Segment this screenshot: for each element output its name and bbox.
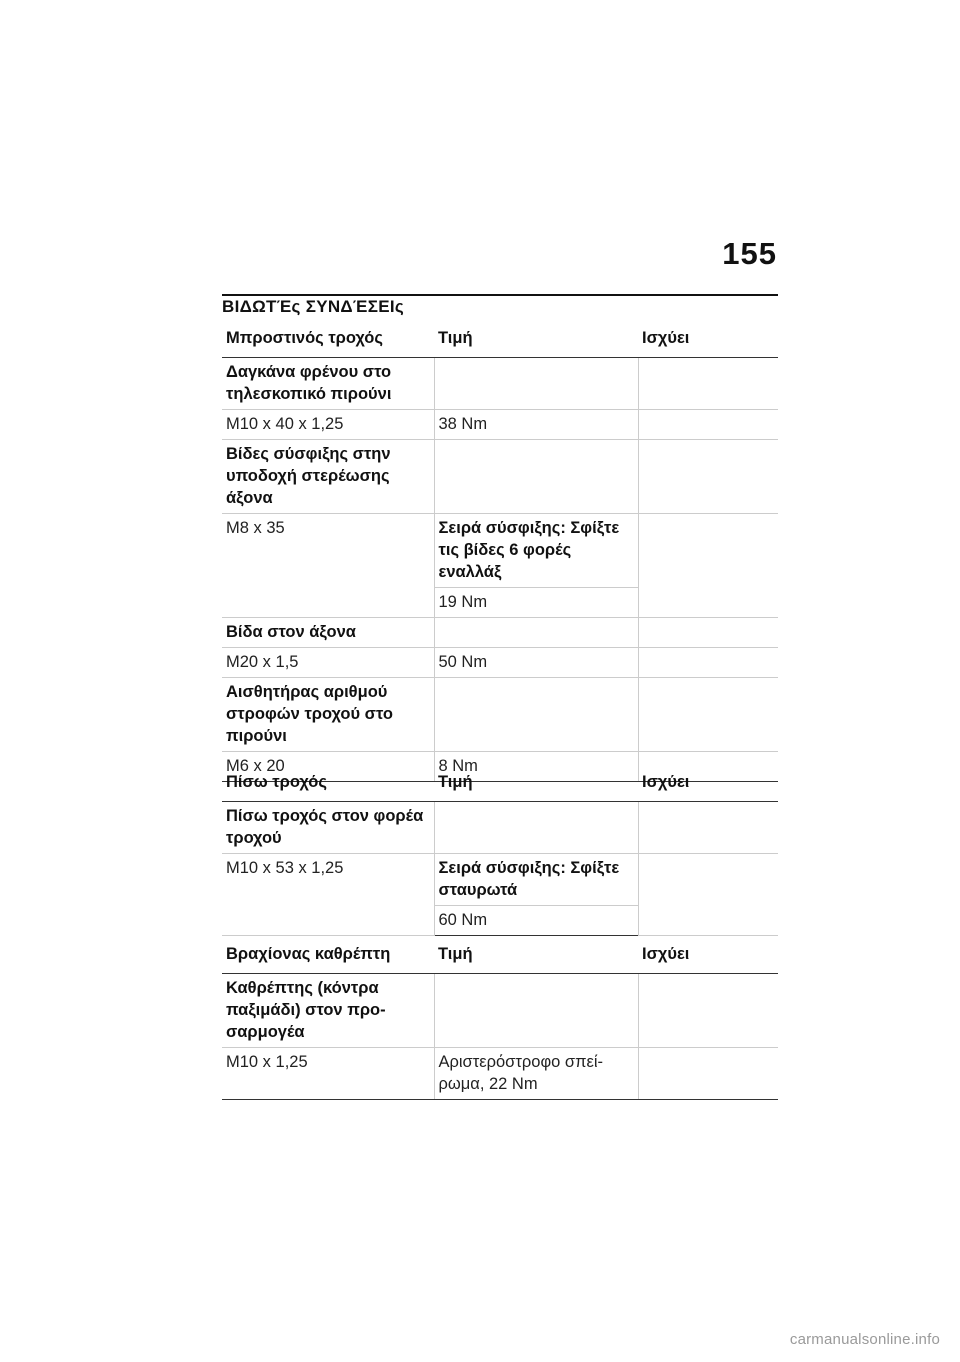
header-applies: Ισχύει xyxy=(638,757,778,802)
header-value: Τιμή xyxy=(434,929,638,974)
table-row xyxy=(222,974,778,1048)
applies-cell xyxy=(638,802,778,854)
table-header-row xyxy=(222,757,778,802)
torque-value: 8 Nm xyxy=(434,752,638,782)
component-name: Αισθητήρας αριθμού στροφών τροχού στο πιρούνι xyxy=(222,678,434,752)
applies-cell xyxy=(638,514,778,618)
thread-spec: M6 x 20 xyxy=(222,752,434,782)
value-cell xyxy=(434,678,638,752)
header-component: Πίσω τροχός xyxy=(222,757,434,802)
table-row xyxy=(222,410,778,440)
torque-value: Αριστερόστροφο σπεί-ρωμα, 22 Nm xyxy=(434,1048,638,1100)
component-name: Πίσω τροχός στον φορέα τροχού xyxy=(222,802,434,854)
torque-value: 38 Nm xyxy=(434,410,638,440)
thread-spec: M10 x 1,25 xyxy=(222,1048,434,1100)
component-name: Δαγκάνα φρένου στο τηλεσκοπικό πιρούνι xyxy=(222,358,434,410)
tightening-sequence: Σειρά σύσφιξης: Σφίξτε σταυρωτά xyxy=(434,854,638,906)
header-component: Βραχίονας καθρέπτη xyxy=(222,929,434,974)
table-row xyxy=(222,648,778,678)
table-row xyxy=(222,678,778,752)
value-cell xyxy=(434,358,638,410)
table-row xyxy=(222,440,778,514)
torque-value: 50 Nm xyxy=(434,648,638,678)
applies-cell xyxy=(638,358,778,410)
applies-cell xyxy=(638,854,778,936)
header-component: Μπροστινός τροχός xyxy=(222,313,434,358)
value-cell xyxy=(434,974,638,1048)
value-cell xyxy=(434,802,638,854)
table-header-row xyxy=(222,929,778,974)
applies-cell xyxy=(638,1048,778,1100)
value-cell xyxy=(434,618,638,648)
applies-cell xyxy=(638,678,778,752)
table-row xyxy=(222,618,778,648)
front-wheel-table xyxy=(222,313,778,782)
mirror-arm-table xyxy=(222,929,778,1100)
applies-cell xyxy=(638,648,778,678)
table-row xyxy=(222,854,778,906)
thread-spec: M8 x 35 xyxy=(222,514,434,618)
applies-cell xyxy=(638,440,778,514)
thread-spec: M20 x 1,5 xyxy=(222,648,434,678)
applies-cell xyxy=(638,410,778,440)
thread-spec: M10 x 40 x 1,25 xyxy=(222,410,434,440)
header-value: Τιμή xyxy=(434,757,638,802)
table-header-row xyxy=(222,313,778,358)
tightening-sequence: Σειρά σύσφιξης: Σφίξτε τις βίδες 6 φορές εναλλάξ xyxy=(434,514,638,588)
top-rule xyxy=(222,294,778,296)
table-row xyxy=(222,1048,778,1100)
header-value: Τιμή xyxy=(434,313,638,358)
page-number: 155 xyxy=(722,236,777,271)
section-title: ΒΙΔΩΤΈς ΣΥΝΔΈΣΕΙς xyxy=(222,297,405,316)
rear-wheel-table xyxy=(222,757,778,936)
table-row xyxy=(222,514,778,588)
value-cell xyxy=(434,440,638,514)
component-name: Καθρέπτης (κόντρα παξιμάδι) στον προ-σαρμογέα xyxy=(222,974,434,1048)
header-applies: Ισχύει xyxy=(638,929,778,974)
torque-value: 60 Nm xyxy=(434,906,638,936)
component-name: Βίδα στον άξονα xyxy=(222,618,434,648)
applies-cell xyxy=(638,974,778,1048)
component-name: Βίδες σύσφιξης στην υποδοχή στερέωσης άξονα xyxy=(222,440,434,514)
thread-spec: M10 x 53 x 1,25 xyxy=(222,854,434,936)
watermark: carmanualsonline.info xyxy=(789,1331,940,1348)
table-row xyxy=(222,802,778,854)
table-row xyxy=(222,358,778,410)
header-applies: Ισχύει xyxy=(638,313,778,358)
torque-value: 19 Nm xyxy=(434,588,638,618)
applies-cell xyxy=(638,618,778,648)
